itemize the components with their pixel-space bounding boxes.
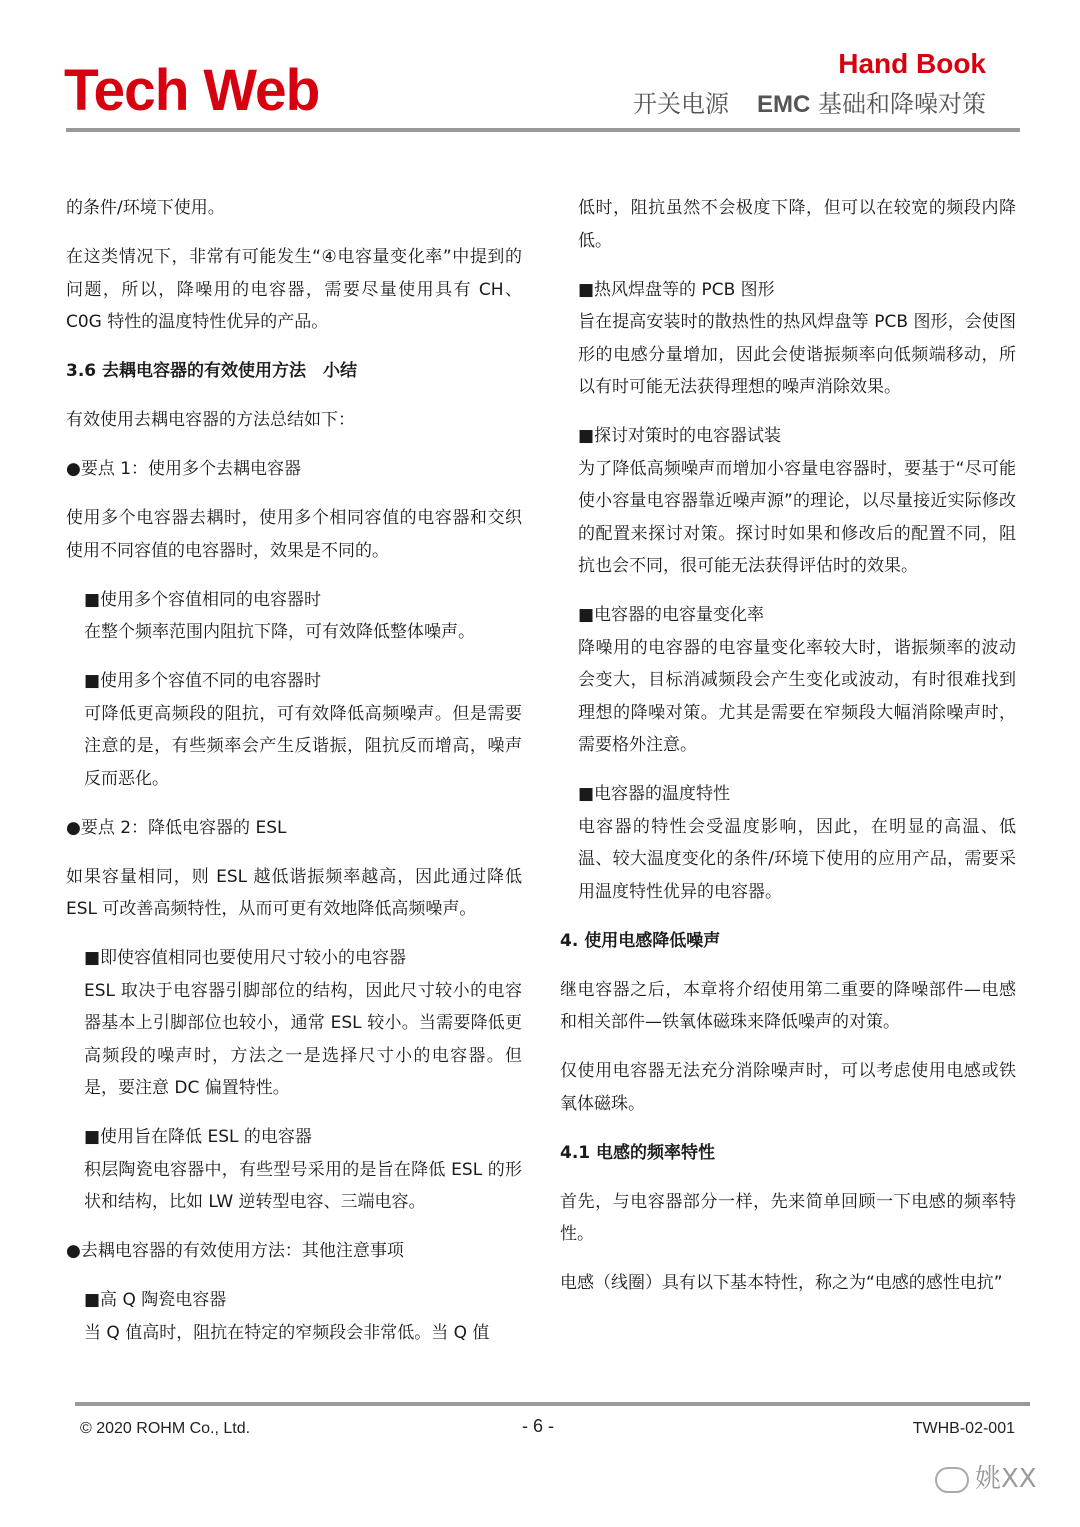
subitem [578, 778, 1016, 908]
subitem-title: ■高 Q 陶瓷电容器 [84, 1290, 227, 1310]
subitem [84, 1284, 522, 1349]
section-heading: 4.1 电感的频率特性 [560, 1142, 716, 1163]
page-number: - 6 - [522, 1416, 555, 1436]
subtitle-left: 开关电源 [633, 90, 730, 118]
wechat-icon [935, 1467, 969, 1493]
subitem [578, 420, 1016, 583]
subitem-title: ■使用多个容值不同的电容器时 [84, 671, 322, 691]
subitem-title: ■探讨对策时的电容器试装 [578, 426, 782, 446]
subitem [84, 1121, 522, 1219]
subitem-title: ■电容器的温度特性 [578, 784, 731, 804]
subitem-body: 低时，阻抗虽然不会极度下降，但可以在较宽的频段内降低。 [578, 198, 1016, 251]
paragraph: 使用多个电容器去耦时，使用多个相同容值的电容器和交织使用不同容值的电容器时，效果是不同的。 [66, 508, 522, 561]
subitem-body: 在整个频率范围内阻抗下降，可有效降低整体噪声。 [84, 622, 475, 642]
subitem [84, 584, 522, 649]
subitem-title: ■电容器的电容量变化率 [578, 605, 765, 625]
paragraph: 有效使用去耦电容器的方法总结如下： [66, 410, 355, 430]
watermark-text: 姚XX [975, 1464, 1037, 1494]
footer-divider [75, 1402, 1030, 1406]
subitem-body: ESL 取决于电容器引脚部位的结构，因此尺寸较小的电容器基本上引脚部位也较小，通常 ESL 较小。当需要降低更高频段的噪声时，方法之一是选择尺寸小的电容器。但是，要注意 DC 偏置特性。 [84, 980, 522, 1098]
document-id: TWHB-02-001 [912, 1420, 1015, 1437]
subitem-body: 电容器的特性会受温度影响，因此，在明显的高温、低温、较大温度变化的条件/环境下使用的应用产品，需要采用温度特性优异的电容器。 [578, 816, 1016, 902]
bullet-point: ●要点 1：使用多个去耦电容器 [66, 459, 302, 479]
subitem-title: ■即使容值相同也要使用尺寸较小的电容器 [84, 948, 407, 968]
section-heading: 3.6 去耦电容器的有效使用方法 小结 [66, 361, 358, 381]
paragraph: 在这类情况下，非常有可能发生“④电容量变化率”中提到的问题，所以，降噪用的电容器，需要尽量使用具有 CH、C0G 特性的温度特性优异的产品。 [66, 247, 522, 332]
right-column [560, 192, 1016, 1316]
subitem [84, 942, 522, 1105]
section-heading: 4. 使用电感降低噪声 [560, 930, 721, 951]
handbook-subtitle [633, 92, 986, 117]
bullet-point: ●要点 2：降低电容器的 ESL [66, 817, 287, 838]
subitem-title: ■使用多个容值相同的电容器时 [84, 589, 322, 610]
subitem-title: ■热风焊盘等的 PCB 图形 [578, 279, 775, 300]
paragraph: 首先，与电容器部分一样，先来简单回顾一下电感的频率特性。 [560, 1191, 1016, 1244]
subtitle-right: 基础和降噪对策 [810, 90, 986, 118]
subitem-body: 旨在提高安装时的散热性的热风焊盘等 PCB 图形，会使图形的电感分量增加，因此会使谐振频率向低频端移动，所以有时可能无法获得理想的噪声消除效果。 [578, 312, 1016, 397]
subitem-body: 降噪用的电容器的电容量变化率较大时，谐振频率的波动会变大，目标消减频段会产生变化或波动，有时很难找到理想的降噪对策。尤其是需要在窄频段大幅消除噪声时，需要格外注意。 [578, 637, 1016, 755]
paragraph: 仅使用电容器无法充分消除噪声时，可以考虑使用电感或铁氧体磁珠。 [560, 1061, 1016, 1114]
subitem [84, 665, 522, 795]
header-divider [66, 128, 1020, 132]
watermark [935, 1458, 1037, 1495]
subitem [578, 274, 1016, 404]
techweb-logo: Tech Web [64, 58, 320, 123]
subitem-body: 为了降低高频噪声而增加小容量电容器时，要基于“尽可能使小容量电容器靠近噪声源”的理论，以尽量接近实际修改的配置来探讨对策。探讨时如果和修改后的配置不同，阻抗也会不同，很可能无法获得评估时的效果。 [578, 458, 1016, 576]
subitem-body: 积层陶瓷电容器中，有些型号采用的是旨在降低 ESL 的形状和结构，比如 LW 逆转型电容、三端电容。 [84, 1159, 522, 1212]
subitem-body: 可降低更高频段的阻抗，可有效降低高频噪声。但是需要注意的是，有些频率会产生反谐振，阻抗反而增高，噪声反而恶化。 [84, 703, 522, 789]
subtitle-emc: EMC [757, 91, 811, 118]
subitem-body: 当 Q 值高时，阻抗在特定的窄频段会非常低。当 Q 值 [84, 1322, 490, 1343]
paragraph: 如果容量相同，则 ESL 越低谐振频率越高，因此通过降低 ESL 可改善高频特性，从而可更有效地降低高频噪声。 [66, 866, 522, 919]
subitem [578, 599, 1016, 762]
handbook-title: Hand Book [838, 48, 986, 79]
paragraph: 的条件/环境下使用。 [66, 198, 225, 218]
paragraph: 电感（线圈）具有以下基本特性，称之为“电感的感性电抗” [560, 1273, 1003, 1293]
paragraph: 继电容器之后，本章将介绍使用第二重要的降噪部件—电感和相关部件—铁氧体磁珠来降低噪声的对策。 [560, 979, 1016, 1032]
bullet-point: ●去耦电容器的有效使用方法：其他注意事项 [66, 1241, 404, 1261]
subitem [578, 192, 1016, 257]
copyright: © 2020 ROHM Co., Ltd. [80, 1420, 251, 1437]
subitem-title: ■使用旨在降低 ESL 的电容器 [84, 1127, 312, 1147]
left-column [66, 192, 522, 1366]
